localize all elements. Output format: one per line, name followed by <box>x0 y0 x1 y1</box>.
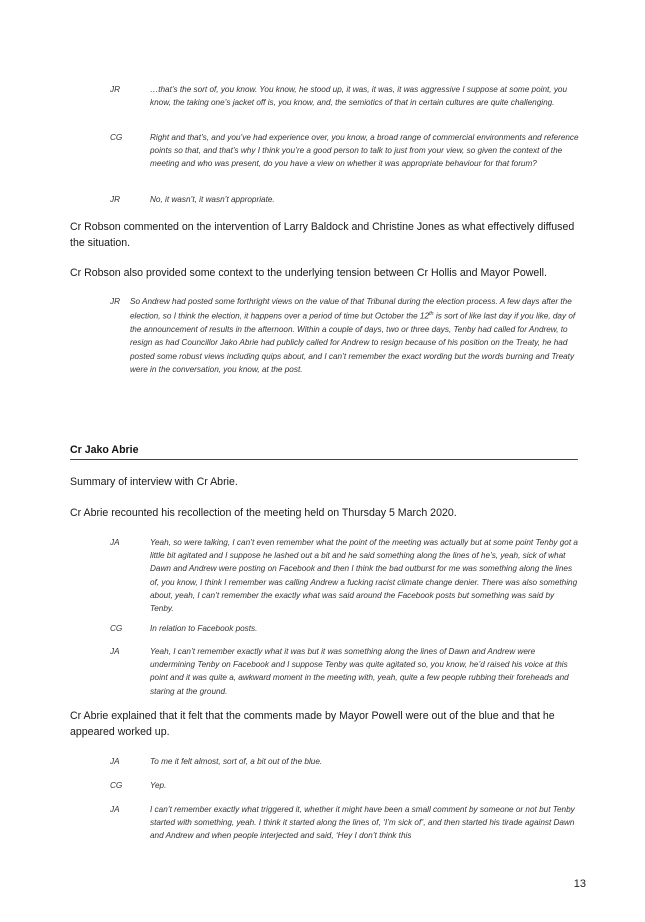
speaker-label: CG <box>110 133 123 142</box>
transcript-text: …that’s the sort of, you know. You know, he stood up, it was, it was, it was aggressive I suppose at some point, you know, the taking one’s jacket off is, you know, and, the semiotics of that in certain cultures are quite challenging. <box>150 85 568 108</box>
transcript-line <box>110 536 580 615</box>
body-paragraph: Cr Abrie explained that it felt that the comments made by Mayor Powell were out of the blue and that he appeared worked up. <box>70 710 555 738</box>
quote-text-part: is sort of like last day if you like, day of the announcement of results in the afternoon. Within a couple of days, two or three days, Tenby had called for Andrew, to resign as had Councillor Jako Abrie had publicly called for Andrew to resign because of his position on the Treaty, he had posted some robust views including quips about, and I can’t remember the exact wording but the words burning and Treaty were in the conversation, you know, at the post. <box>130 311 576 374</box>
transcript-line <box>110 193 580 206</box>
transcript-text <box>130 295 580 376</box>
transcript-line <box>110 131 580 171</box>
transcript-line <box>110 622 580 635</box>
quote-text-part: So Andrew had posted some forthright views on the value of that Tribunal during the election process. A few days after the election, so I think the election, it happens over a period of time but October the 12 <box>130 297 572 321</box>
section-heading: Cr Jako Abrie <box>70 444 578 460</box>
transcript-text: Yeah, so were talking, I can’t even remember what the point of the meeting was actually but at some point Tenby got a little bit agitated and I suppose he lashed out a bit and he said something along the lines of he’s, yeah, sick of what Dawn and Andrew were posting on Facebook and then I think the bad outburst for me was something along the lines of, you know, I think I remember was calling Andrew a fucking racist climate change denier. There was also something about, yeah, I can’t remember the exactly what was said around the Facebook posts but something was said by Tenby. <box>150 538 578 614</box>
transcript-text: I can’t remember exactly what triggered it, whether it might have been a small comment by someone or not but Tenby started with something, yeah. I think it started along the lines of, ‘I’m sick of’, and then started his tirade against Dawn and Andrew and when people interjected and said, ‘Hey I don’t think this <box>150 805 575 841</box>
body-paragraph: Cr Robson commented on the intervention of Larry Baldock and Christine Jones as what effectively diffused the situation. <box>70 221 575 249</box>
transcript-line <box>110 83 580 109</box>
transcript-line <box>110 803 580 843</box>
speaker-label: JA <box>110 538 120 547</box>
transcript-line <box>110 295 580 376</box>
ordinal-suffix: th <box>429 311 434 318</box>
speaker-label: CG <box>110 624 123 633</box>
transcript-text: Right and that’s, and you’ve had experience over, you know, a broad range of commercial environments and reference points so that, and that’s why I think you’re a good person to talk to just from your view, so given the context of the meeting and who was present, do you have a view on whether it was appropriate behaviour for that forum? <box>150 133 579 169</box>
transcript-text: In relation to Facebook posts. <box>150 624 258 633</box>
transcript-line <box>110 645 580 698</box>
speaker-label: JR <box>110 85 121 94</box>
body-paragraph: Cr Robson also provided some context to the underlying tension between Cr Hollis and Mayor Powell. <box>70 267 547 279</box>
speaker-label: JA <box>110 757 120 766</box>
body-paragraph: Summary of interview with Cr Abrie. <box>70 476 238 488</box>
transcript-line <box>110 779 580 792</box>
speaker-label: JA <box>110 805 120 814</box>
transcript-text: Yeah, I can’t remember exactly what it was but it was something along the lines of Dawn and Andrew were undermining Tenby on Facebook and I suppose Tenby was quite agitated so, you know, he’d raised his voice at this point and it was quite a, awkward moment in the meeting with, yeah, quite a few people rubbing their foreheads and staring at the ground. <box>150 647 569 696</box>
speaker-label: JR <box>110 297 121 306</box>
speaker-label: CG <box>110 781 123 790</box>
transcript-text: Yep. <box>150 781 167 790</box>
transcript-line <box>110 755 580 768</box>
body-paragraph: Cr Abrie recounted his recollection of the meeting held on Thursday 5 March 2020. <box>70 507 457 519</box>
transcript-text: To me it felt almost, sort of, a bit out of the blue. <box>150 757 323 766</box>
speaker-label: JA <box>110 647 120 656</box>
transcript-text: No, it wasn’t, it wasn’t appropriate. <box>150 195 275 204</box>
speaker-label: JR <box>110 195 121 204</box>
page-number: 13 <box>573 878 586 890</box>
